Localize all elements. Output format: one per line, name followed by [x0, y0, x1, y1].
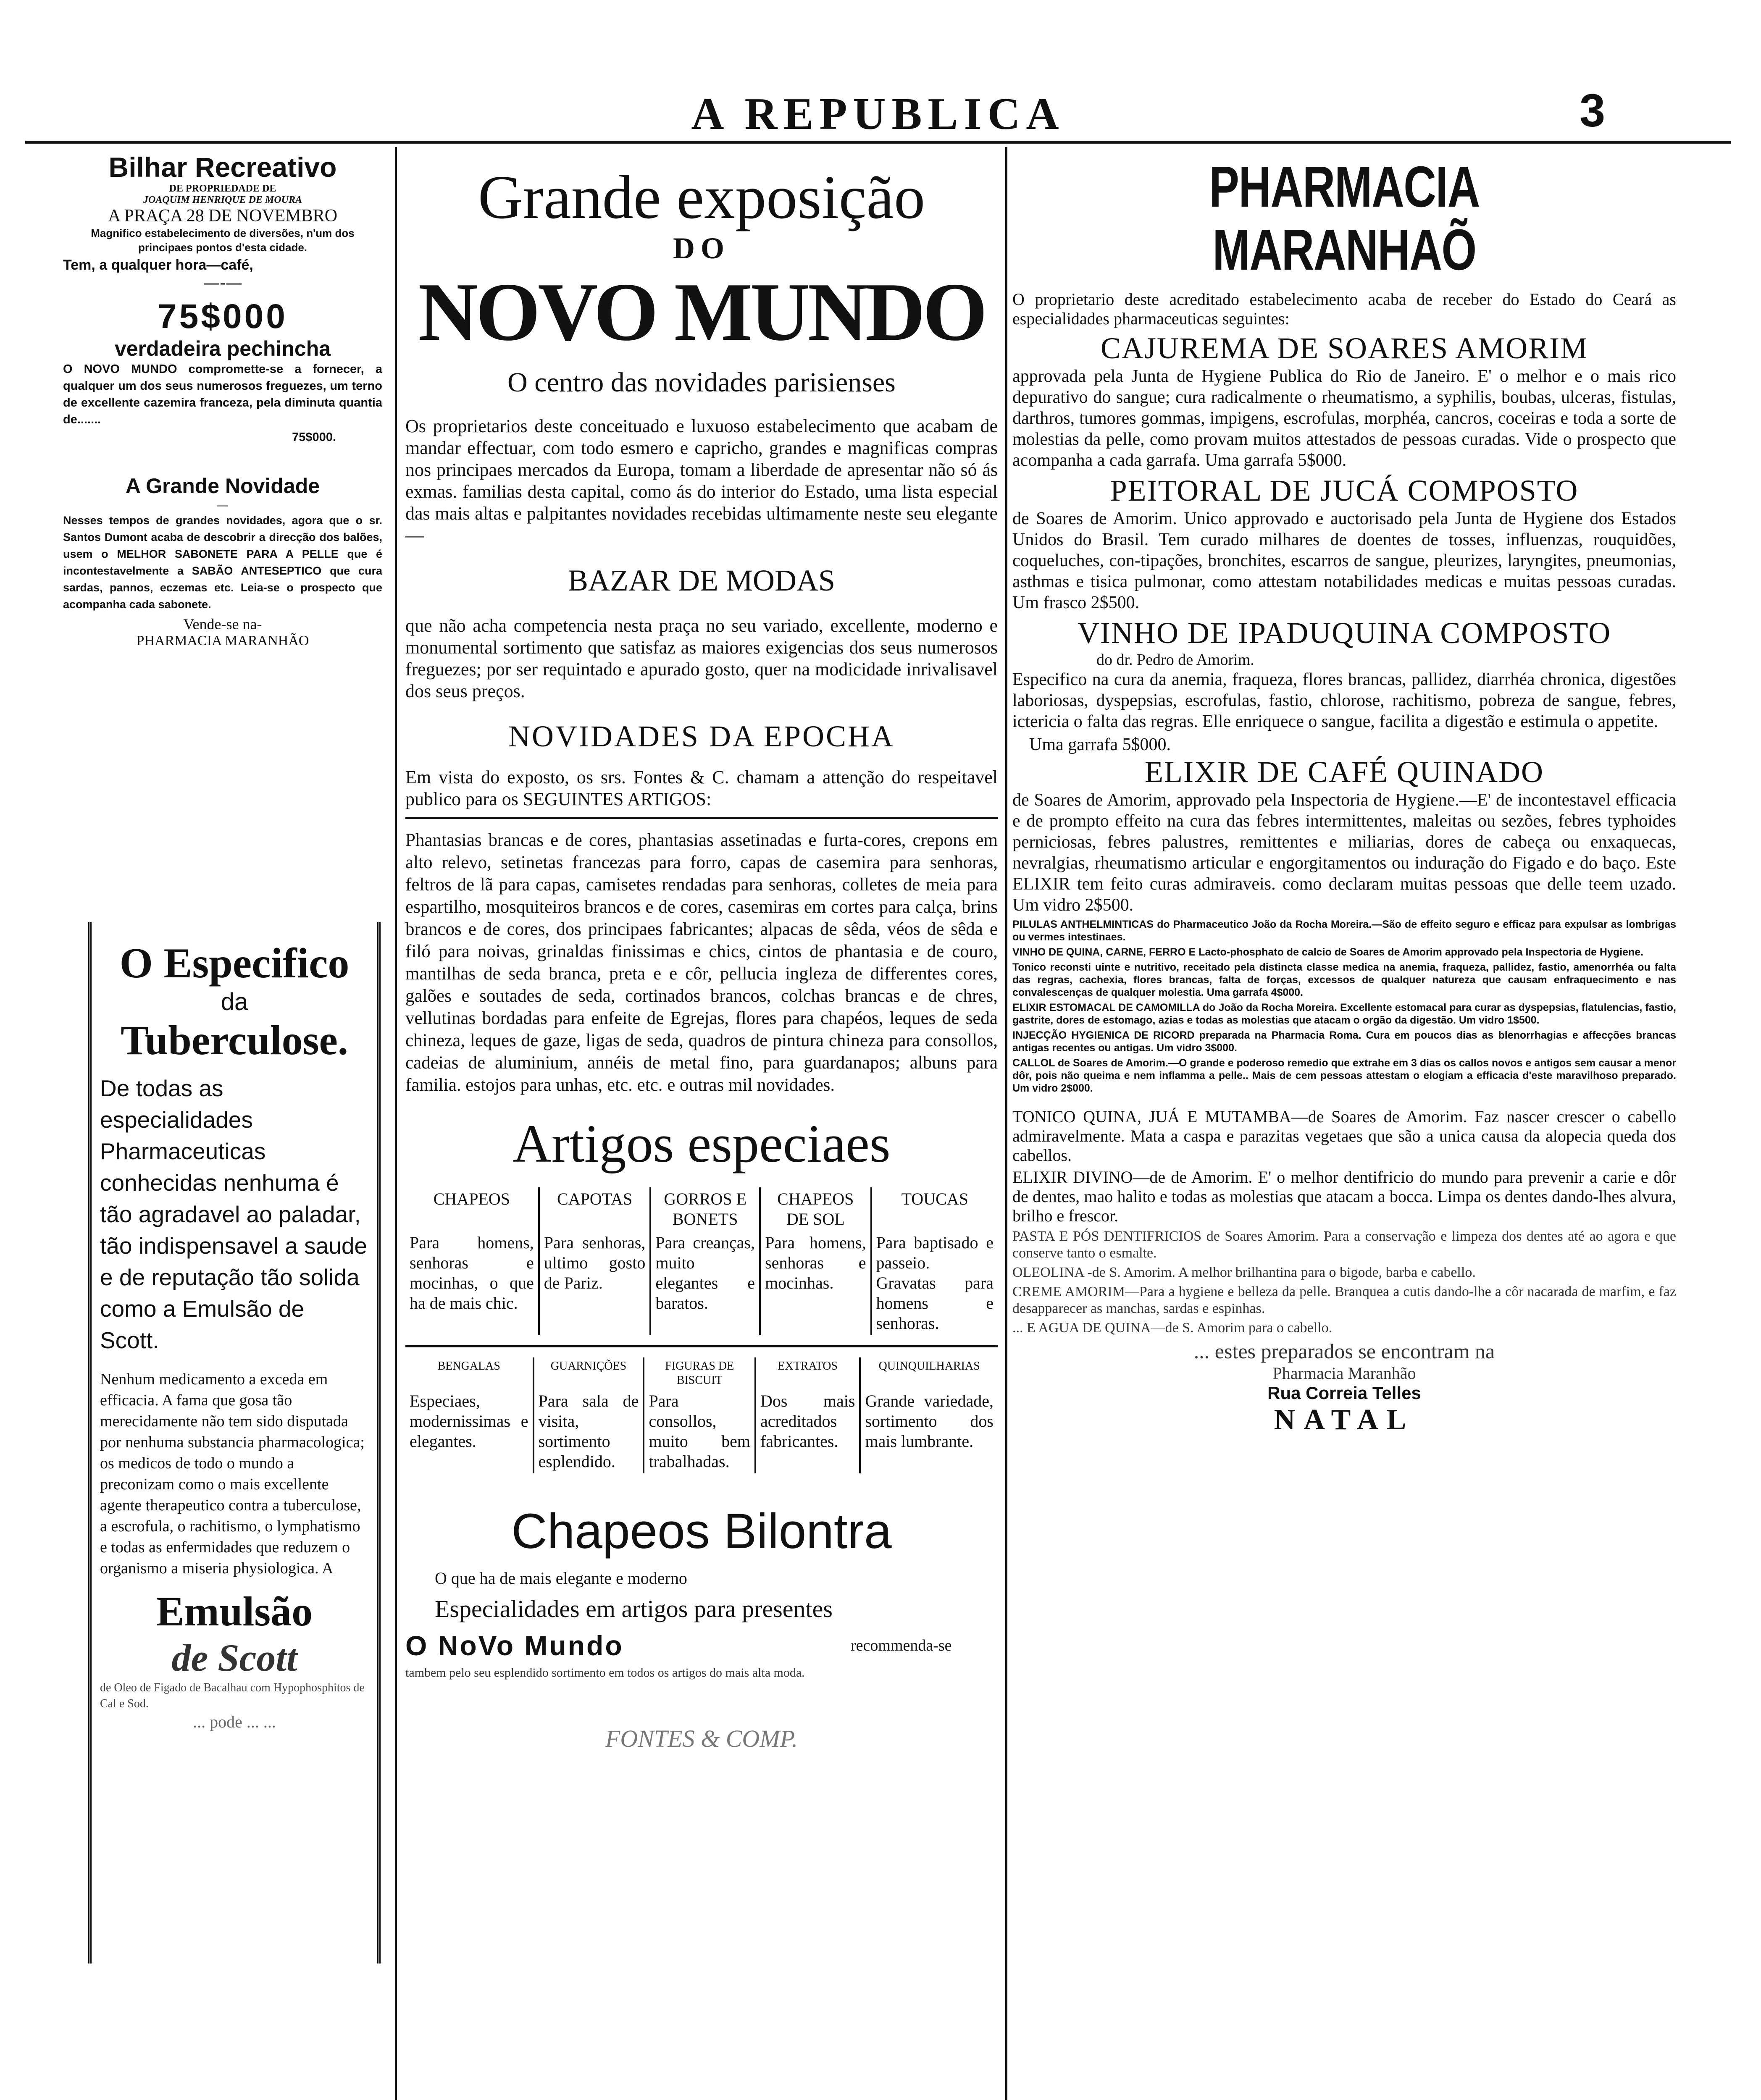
elixir-divino-body: ELIXIR DIVINO—de de Amorim. E' o melhor dentifricio do mundo para prevenir a carie e dôr de dentes, mao halito e todas as molestias que atacam a bocca. Limpa os dentes dando-lhes alvura, brilho e frescor.	[1012, 1168, 1676, 1225]
bilhar-tail: Tem, a qualquer hora—café,	[63, 257, 253, 273]
newspaper-title: A REPUBLICA	[691, 89, 1065, 139]
table1-cell-3: Para homens, senhoras e mocinhas.	[760, 1231, 871, 1335]
vinho-subtitle: do dr. Pedro de Amorim.	[1096, 651, 1254, 669]
elixir-cafe-title: ELIXIR DE CAFÉ QUINADO	[1145, 755, 1544, 789]
small-notice-6: CALLOL de Soares de Amorim.—O grande e poderoso remedio que extrahe em 3 dias os callos novos e antigos sem causar a menor dôr, pois não queima e nem inflamma a pelle.. Mais de cem pessoas attestam o elogiam a efficacia d'este maravilhoso preparado. Um vidro 2$000.	[1012, 1057, 1676, 1094]
column-middle	[405, 160, 998, 1753]
articles-table-1	[405, 1187, 998, 1335]
pasta-body: PASTA E PÓS DENTIFRICIOS de Soares Amorim. Para a conservação e limpeza dos dentes até ao agora e que conserve tanto o esmalte.	[1012, 1228, 1676, 1261]
table1-cell-0: Para homens, senhoras e mocinhas, o que ha de mais chic.	[405, 1231, 539, 1335]
small-notice-3: Tonico reconsti uinte e nutritivo, receitado pela distincta classe medica na anemia, fraqueza, pallidez, fastio, amenorrhéa ou falta das regras, cachexia, flores brancas, falta de forças, excessos de qualquer natureza que causam enfraquecimento e nas convalescenças de qualquer molestia. Uma garrafa 4$000.	[1012, 961, 1676, 998]
tonico-body: TONICO QUINA, JUÁ E MUTAMBA—de Soares de Amorim. Faz nascer crescer o cabello admiravelmente. Mata a caspa e parazitas vegetaes que são a unica causa da alopecia queda dos cabellos.	[1012, 1107, 1676, 1165]
novidades-body: Em vista do exposto, os srs. Fontes & C. chamam a attenção do respeitavel publico para os SEGUINTES ARTIGOS:	[405, 767, 998, 809]
pharmacia-intro: O proprietario deste acreditado estabelecimento acaba de receber do Estado do Ceará as especialidades pharmaceuticas seguintes:	[1012, 290, 1676, 328]
scott-brand-1: Emulsão	[156, 1588, 313, 1635]
signature: FONTES & COMP.	[605, 1725, 798, 1752]
peitoral-body: de Soares de Amorim. Unico approvado e auctorisado pela Junta de Hygiene dos Estados Unidos do Brasil. Tem curado milhares de doentes de tosses, influenzas, rouquidões, coqueluches, con-tipações, bronchites, escarros de sangue, pleurizes, laryngites, pneumonias, asthmas e tisica pulmonar, como attestam notabilidades medicas e muitas pessoas curadas. Um frasco 2$500.	[1012, 509, 1676, 612]
table1-cell-1: Para senhoras, ultimo gosto de Pariz.	[539, 1231, 651, 1335]
cajurema-body: approvada pela Junta de Hygiene Publica do Rio de Janeiro. E' o melhor e o mais rico depurativo do sangue; cura radicalmente o rheumatismo, a syphilis, boubas, ulceras, fistulas, darthros, tumores gommas, impigens, escrofulas, morphéa, cancros, coceiras e toda a sorte de molestias da pelle, como provam muitos attestados de pessoas curadas. Vide o prospecto que acompanha a cada garrafa. Uma garrafa 5$000.	[1012, 367, 1676, 470]
scott-title-3: Tuberculose.	[121, 1017, 348, 1063]
dash: —	[217, 498, 229, 512]
table2-header-1: GUARNIÇÕES	[534, 1357, 644, 1389]
artigos-title: Artigos especiaes	[513, 1114, 891, 1173]
articles-table-2	[405, 1357, 998, 1473]
cajurema-title: CAJUREMA DE SOARES AMORIM	[1100, 331, 1588, 365]
table1-header-1: CAPOTAS	[539, 1187, 651, 1231]
novidade-sold: Vende-se na-	[183, 616, 262, 633]
page-header	[17, 84, 1739, 139]
closing-city: NATAL	[1274, 1404, 1415, 1436]
pharmacia-title: PHARMACIA MARANHAÕ	[1209, 155, 1480, 282]
vinho-body: Especifico na cura da anemia, fraqueza, flores brancas, pallidez, diarrhéa chronica, digestões laboriosas, dyspepsias, escrofulas, fastio, chlorose, rachitismo, pobreza de sangue, febres, ictericia o falta das regras. Elle enriquece o sangue, facilita a digestão e estimula o appetite.	[1012, 670, 1676, 731]
bilontra-line-1: O que ha de mais elegante e moderno	[435, 1569, 687, 1588]
table2-cell-4: Grande variedade, sortimento dos mais lumbrante.	[865, 1391, 994, 1451]
table2-cell-3: Dos mais acreditados fabricantes.	[755, 1389, 860, 1473]
column-left	[63, 151, 382, 649]
table1-header-0: CHAPEOS	[405, 1187, 539, 1231]
expo-intro: Os proprietarios deste conceituado e luxuoso estabelecimento que acabam de mandar effectuar, com todo esmero e capricho, grandes e magnificas compras nos principaes mercados da Europa, tomam a liberdade de apresentar não só ás exmas. familias desta capital, como ás do interior do Estado, uma lista especial das mais altas e palpitantes novidades recebidas ultimamente neste seu elegante—	[405, 416, 998, 546]
scott-foot-2: ... pode ... ...	[193, 1712, 276, 1731]
section-rule	[405, 817, 998, 819]
peitoral-title: PEITORAL DE JUCÁ COMPOSTO	[1110, 474, 1579, 507]
price-amount: 75$000	[158, 297, 288, 336]
scott-body-1: De todas as especialidades Pharmaceuticas conhecidas nenhuma é tão agradavel ao paladar, tão indispensavel a saude e de reputação tão solida como a Emulsão de Scott.	[100, 1075, 368, 1353]
bilhar-owner-1: DE PROPRIEDADE DE	[169, 183, 276, 194]
elixir-cafe-body: de Soares de Amorim, approvado pela Inspectoria de Hygiene.—E' de incontestavel efficacia e de prompto effeito na cura das febres intermittentes, maleitas ou sezões, febres typhoides perniciosas, febres palustres, remittentes e miliarias, dores de cabeça ou enxaquecas, nevralgias, rheumatismo articular e engorgitamentos ou induração do Figado e do baço. Este ELIXIR tem feito curas admiraveis. como declaram muitas pessoas que delle teem uzado. Um vidro 2$500.	[1012, 790, 1676, 915]
closing-street: Rua Correia Telles	[1267, 1383, 1421, 1403]
expo-title-main: NOVO MUNDO	[418, 266, 985, 358]
table2-header-3: EXTRATOS	[755, 1357, 860, 1389]
bilontra-title: Chapeos Bilontra	[511, 1504, 892, 1559]
bilontra-line-2: Especialidades em artigos para presentes	[435, 1595, 833, 1622]
expo-title-do: DO	[673, 231, 730, 265]
bilontra-line-4: tambem pelo seu esplendido sortimento em todos os artigos do mais alta moda.	[405, 1666, 805, 1680]
bilontra-line-3	[405, 1630, 998, 1663]
column-divider-1	[395, 147, 397, 2100]
table1-cell-2: Para creanças, muito elegantes e baratos.	[650, 1231, 760, 1335]
closing-pharmacy: Pharmacia Maranhão	[1272, 1364, 1416, 1383]
scott-advert	[88, 922, 381, 1964]
scott-title-2: da	[221, 988, 248, 1016]
small-separator: —‑—	[203, 273, 242, 293]
table2-cell-1: Para sala de visita, sortimento esplendido.	[534, 1389, 644, 1473]
table2-header-2: FIGURAS DE BISCUIT	[644, 1357, 755, 1389]
novidade-body: Nesses tempos de grandes novidades, agora que o sr. Santos Dumont acaba de descobrir a direcção dos balões, usem o MELHOR SABONETE PARA A PELLE que é incontestavelmente a SABÃO ANTESEPTICO que cura sardas, pannos, eczemas etc. Leia-se o prospecto que acompanha cada sabonete.	[63, 514, 382, 611]
price-headline: verdadeira pechincha	[114, 337, 331, 360]
table1-header-3: CHAPEOS DE SOL	[760, 1187, 871, 1231]
small-notice-1: PILULAS ANTHELMINTICAS do Pharmaceutico João da Rocha Moreira.—São de effeito seguro e efficaz para expulsar as lombrigas ou vermes intestinaes.	[1012, 919, 1676, 943]
bazar-body: que não acha competencia nesta praça no seu variado, excellente, moderno e monumental sortimento que satisfaz as maiores exigencias dos seus numerosos freguezes; por ser requintado e apurado gosto, quer na modicidade inrivalisavel dos seus preços.	[405, 615, 998, 701]
expo-title-top: Grande exposição	[478, 163, 925, 232]
vinho-price: Uma garrafa 5$000.	[1029, 735, 1171, 754]
bilontra-recommend: recommenda-se	[851, 1637, 952, 1654]
oleolina-body: OLEOLINA -de S. Amorim. A melhor brilhantina para o bigode, barba e cabello.	[1012, 1265, 1476, 1280]
vinho-title: VINHO DE IPADUQUINA COMPOSTO	[1077, 616, 1611, 650]
scott-body-2: Nenhum medicamento a exceda em efficacia. A fama que gosa tão merecidamente não tem sido disputada por nenhuma substancia pharmacologica; os medicos de todo o mundo a preconizam como o mais excellente agente therapeutico contra a tuberculose, a escrofula, o rachitismo, o lymphatismo e todas as enfermidades que reduzem o organismo a miseria physiologica. A	[100, 1370, 365, 1577]
bilhar-title: Bilhar Recreativo	[108, 152, 337, 183]
articles-list: Phantasias brancas e de cores, phantasias assetinadas e furta-cores, crepons em alto relevo, setinetas francezas para forro, capas de casemira para senhoras, feltros de lã para capas, camisetes rendadas para senhoras, colletes de meia para espartilho, mosquiteiros brancos e de cores, casemiras em cortes para calça, brins brancos e de cores, dos principaes fabricantes; alpacas de sêda, véos de sêda e filó para noivas, grinaldas finissimas e chics, cintos de phantasia e de couro, mantilhas de seda branca, preta e e côr, pellucia ingleza de differentes cores, galões e soutades de seda, cortinados brancos, colchas brancas e de chres, vellutinas bordadas para enfeite de Egrejas, flores para chapéos, leques de seda chineza, leques de gaze, ligas de seda, quadros de pintura chineza para consollos, cadeias de aluminium, annéis de metal fino, para guardanapos; albuns para familia. estojos para unhas, etc. etc. e outras mil novidades.	[405, 830, 998, 1095]
column-divider-2	[1005, 147, 1007, 2100]
novidade-pharmacy: PHARMACIA MARANHÃO	[136, 633, 309, 648]
bilhar-body: Magnifico estabelecimento de diversões, n'um dos principaes pontos d'esta cidade.	[91, 227, 355, 254]
creme-body: CREME AMORIM—Para a hygiene e belleza da pelle. Branquea a cutis dando-lhe a côr nacarada de marfim, e faz desapparecer as manchas, sardas e espinhas.	[1012, 1284, 1676, 1316]
closing-line: ... estes preparados se encontram na	[1193, 1339, 1495, 1363]
small-notice-4: ELIXIR ESTOMACAL DE CAMOMILLA do João da Rocha Moreira. Excellente estomacal para curar as dyspepsias, flatulencias, fastio, gastrite, dores de estomago, azias e todas as molestias que atacam o orgão da digestão. Um vidro 1$500.	[1012, 1002, 1676, 1026]
price-body: O NOVO MUNDO compromette-se a fornecer, a qualquer um dos seus numerosos freguezes, um terno de excellente cazemira franceza, pela diminuta quantia de.......	[63, 362, 382, 426]
novidade-title: A Grande Novidade	[125, 474, 320, 498]
table2-header-0: BENGALAS	[405, 1357, 534, 1389]
small-notice-2: VINHO DE QUINA, CARNE, FERRO E Lacto-phosphato de calcio de Soares de Amorim approvado pela Inspectoria de Hygiene.	[1012, 946, 1644, 958]
bilhar-owner-2: JOAQUIM HENRIQUE DE MOURA	[143, 194, 302, 205]
small-notice-5: INJECÇÃO HYGIENICA DE RICORD preparada na Pharmacia Roma. Cura em poucos dias as blenorrhagias e affecções brancas antigas recentes ou antigas. Um vidro 3$000.	[1012, 1029, 1676, 1054]
bilontra-brand: O NoVo Mundo	[405, 1630, 624, 1661]
table1-header-2: GORROS E BONETS	[650, 1187, 760, 1231]
table2-cell-2: Para consollos, muito bem trabalhadas.	[644, 1389, 755, 1473]
expo-subtitle: O centro das novidades parisienses	[507, 367, 896, 398]
table1-header-4: TOUCAS	[901, 1189, 968, 1208]
agua-quina-body: ... E AGUA DE QUINA—de S. Amorim para o cabello.	[1012, 1320, 1333, 1336]
price-total: 75$000.	[292, 430, 336, 444]
table1-cell-4: Para baptisado e passeio. Gravatas para homens e senhoras.	[876, 1233, 994, 1333]
scott-title-1: O Especifico	[119, 940, 350, 987]
scott-foot: de Oleo de Figado de Bacalhau com Hypophosphitos de Cal e Sod.	[100, 1681, 365, 1710]
bilhar-address: A PRAÇA 28 DE NOVEMBRO	[108, 206, 338, 226]
page-number: 3	[1580, 85, 1606, 136]
scott-brand-2: de Scott	[171, 1636, 297, 1679]
table2-header-4: QUINQUILHARIAS	[878, 1360, 980, 1373]
column-right	[1012, 155, 1676, 1437]
novidades-title: NOVIDADES DA EPOCHA	[508, 719, 895, 753]
table-rule	[405, 1345, 998, 1347]
bazar-title: BAZAR DE MODAS	[568, 564, 836, 597]
header-rule	[25, 141, 1731, 144]
table2-cell-0: Especiaes, modernissimas e elegantes.	[405, 1389, 534, 1473]
